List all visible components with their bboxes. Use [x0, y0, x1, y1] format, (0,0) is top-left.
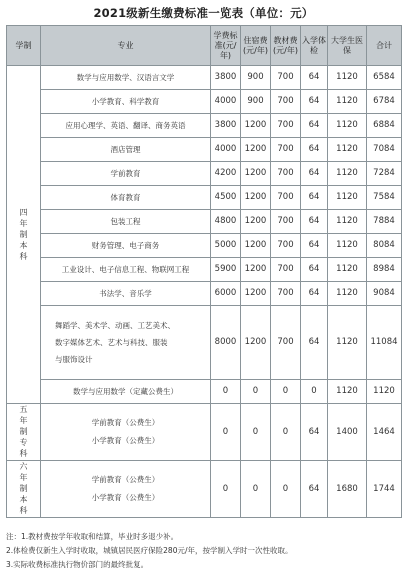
tuition-cell: 3800	[211, 66, 241, 90]
tuition-cell: 3800	[211, 114, 241, 138]
insurance-cell: 1120	[328, 306, 367, 380]
lodging-cell: 1200	[241, 114, 271, 138]
tuition-cell: 0	[211, 461, 241, 518]
insurance-cell: 1120	[328, 186, 367, 210]
tuition-cell: 5900	[211, 258, 241, 282]
lodging-cell: 1200	[241, 306, 271, 380]
textbook-cell: 700	[271, 186, 301, 210]
lodging-cell: 1200	[241, 162, 271, 186]
header-total: 合计	[367, 26, 402, 66]
header-lodging: 住宿费(元/年)	[241, 26, 271, 66]
header-system: 学制	[7, 26, 41, 66]
textbook-cell: 0	[271, 404, 301, 461]
textbook-cell: 700	[271, 90, 301, 114]
textbook-cell: 700	[271, 258, 301, 282]
header-tuition: 学费标准(元/年)	[211, 26, 241, 66]
table-row	[7, 138, 402, 162]
major-name: 数字媒体艺术、艺术与科技、服装	[55, 338, 168, 347]
major-name: 财务管理、电子商务	[91, 241, 160, 250]
total-cell: 6784	[367, 90, 402, 114]
major-name: 书法学、音乐学	[99, 289, 152, 298]
notes	[6, 530, 401, 573]
header-physical: 入学体检	[301, 26, 328, 66]
insurance-cell: 1120	[328, 90, 367, 114]
textbook-cell: 700	[271, 66, 301, 90]
major-name: 酒店管理	[110, 145, 141, 154]
major-cell	[41, 282, 211, 306]
table-row	[7, 114, 402, 138]
study-system-cell	[7, 66, 41, 404]
total-cell: 7884	[367, 210, 402, 234]
physical-cell: 64	[301, 234, 328, 258]
total-cell: 7084	[367, 138, 402, 162]
textbook-cell: 700	[271, 306, 301, 380]
page-title: 2021级新生缴费标准一览表（单位：元）	[93, 6, 314, 20]
tuition-cell: 4000	[211, 138, 241, 162]
total-cell: 6884	[367, 114, 402, 138]
textbook-cell: 700	[271, 234, 301, 258]
physical-cell: 64	[301, 461, 328, 518]
major-cell	[41, 186, 211, 210]
insurance-cell: 1120	[328, 234, 367, 258]
physical-cell: 64	[301, 258, 328, 282]
physical-cell: 64	[301, 162, 328, 186]
textbook-cell: 700	[271, 114, 301, 138]
textbook-cell: 0	[271, 380, 301, 404]
table-row	[7, 210, 402, 234]
physical-cell: 64	[301, 282, 328, 306]
table-row	[7, 461, 402, 518]
major-cell	[41, 380, 211, 404]
lodging-cell: 0	[241, 380, 271, 404]
insurance-cell: 1120	[328, 258, 367, 282]
major-name: 应用心理学、英语、翻译、商务英语	[65, 121, 186, 130]
insurance-cell: 1120	[328, 138, 367, 162]
insurance-cell: 1120	[328, 210, 367, 234]
note-2: 2.体检费仅新生入学时收取，城镇居民医疗保险280元/年，按学制入学时一次性收取。	[6, 546, 293, 556]
major-name: 小学教育（公费生）	[91, 493, 160, 502]
physical-cell: 0	[301, 380, 328, 404]
table-row	[7, 282, 402, 306]
physical-cell: 64	[301, 66, 328, 90]
lodging-cell: 0	[241, 461, 271, 518]
header-insurance: 大学生医保	[328, 26, 367, 66]
insurance-cell: 1120	[328, 282, 367, 306]
major-name: 体育教育	[110, 193, 141, 202]
tuition-cell: 5000	[211, 234, 241, 258]
table-header-row	[7, 26, 402, 66]
insurance-cell: 1400	[328, 404, 367, 461]
major-name: 学前教育	[110, 169, 141, 178]
major-cell	[41, 306, 211, 380]
major-cell	[41, 234, 211, 258]
physical-cell: 64	[301, 114, 328, 138]
physical-cell: 64	[301, 210, 328, 234]
total-cell: 11084	[367, 306, 402, 380]
table-row	[7, 90, 402, 114]
lodging-cell: 0	[241, 404, 271, 461]
textbook-cell: 700	[271, 210, 301, 234]
major-cell	[41, 210, 211, 234]
insurance-cell: 1120	[328, 162, 367, 186]
total-cell: 7584	[367, 186, 402, 210]
table-row	[7, 306, 402, 380]
header-textbook: 教材费(元/年)	[271, 26, 301, 66]
physical-cell: 64	[301, 90, 328, 114]
total-cell: 6584	[367, 66, 402, 90]
major-name: 小学教育、科学教育	[91, 97, 160, 106]
total-cell: 1744	[367, 461, 402, 518]
insurance-cell: 1120	[328, 380, 367, 404]
total-cell: 8084	[367, 234, 402, 258]
lodging-cell: 1200	[241, 282, 271, 306]
lodging-cell: 900	[241, 90, 271, 114]
table-row	[7, 186, 402, 210]
insurance-cell: 1120	[328, 114, 367, 138]
note-3: 3.实际收费标准执行物价部门的最终批复。	[6, 560, 149, 570]
total-cell: 7284	[367, 162, 402, 186]
tuition-cell: 6000	[211, 282, 241, 306]
tuition-cell: 4800	[211, 210, 241, 234]
major-cell	[41, 461, 211, 518]
tuition-cell: 4000	[211, 90, 241, 114]
fee-table	[6, 25, 402, 518]
major-name: 与服饰设计	[55, 355, 93, 364]
study-system-label: 五年制专科	[19, 405, 28, 458]
textbook-cell: 700	[271, 282, 301, 306]
total-cell: 1120	[367, 380, 402, 404]
tuition-cell: 4200	[211, 162, 241, 186]
lodging-cell: 1200	[241, 234, 271, 258]
study-system-label: 六年制本科	[19, 462, 28, 515]
study-system-label: 四年制本科	[19, 207, 28, 261]
tuition-cell: 0	[211, 404, 241, 461]
major-cell	[41, 162, 211, 186]
textbook-cell: 700	[271, 138, 301, 162]
insurance-cell: 1120	[328, 66, 367, 90]
physical-cell: 64	[301, 306, 328, 380]
major-cell	[41, 66, 211, 90]
major-name: 数学与应用数学（定藏公费生）	[73, 387, 178, 396]
major-name: 学前教育（公费生）	[91, 475, 160, 484]
major-name: 工业设计、电子信息工程、物联网工程	[61, 265, 190, 274]
textbook-cell: 0	[271, 461, 301, 518]
tuition-cell: 4500	[211, 186, 241, 210]
major-name: 包装工程	[110, 217, 141, 226]
major-name: 学前教育（公费生）	[91, 418, 160, 427]
lodging-cell: 1200	[241, 138, 271, 162]
study-system-cell	[7, 404, 41, 461]
textbook-cell: 700	[271, 162, 301, 186]
tuition-cell: 0	[211, 380, 241, 404]
total-cell: 9084	[367, 282, 402, 306]
table-row	[7, 66, 402, 90]
physical-cell: 64	[301, 138, 328, 162]
major-cell	[41, 114, 211, 138]
major-name: 小学教育（公费生）	[91, 436, 160, 445]
insurance-cell: 1680	[328, 461, 367, 518]
lodging-cell: 1200	[241, 258, 271, 282]
table-body	[7, 66, 402, 518]
major-cell	[41, 258, 211, 282]
major-cell	[41, 404, 211, 461]
note-1: 注：1.教材费按学年收取和结算，毕业时多退少补。	[6, 532, 179, 541]
total-cell: 1464	[367, 404, 402, 461]
tuition-cell: 8000	[211, 306, 241, 380]
study-system-cell	[7, 461, 41, 518]
major-name: 舞蹈学、美术学、动画、工艺美术、	[55, 321, 175, 330]
major-name: 数学与应用数学、汉语言文学	[76, 73, 175, 82]
table-row	[7, 404, 402, 461]
table-row	[7, 258, 402, 282]
table-row	[7, 162, 402, 186]
total-cell: 8984	[367, 258, 402, 282]
lodging-cell: 900	[241, 66, 271, 90]
major-cell	[41, 90, 211, 114]
lodging-cell: 1200	[241, 186, 271, 210]
physical-cell: 64	[301, 404, 328, 461]
header-major: 专业	[41, 26, 211, 66]
physical-cell: 64	[301, 186, 328, 210]
table-row	[7, 234, 402, 258]
table-row	[7, 380, 402, 404]
major-cell	[41, 138, 211, 162]
lodging-cell: 1200	[241, 210, 271, 234]
